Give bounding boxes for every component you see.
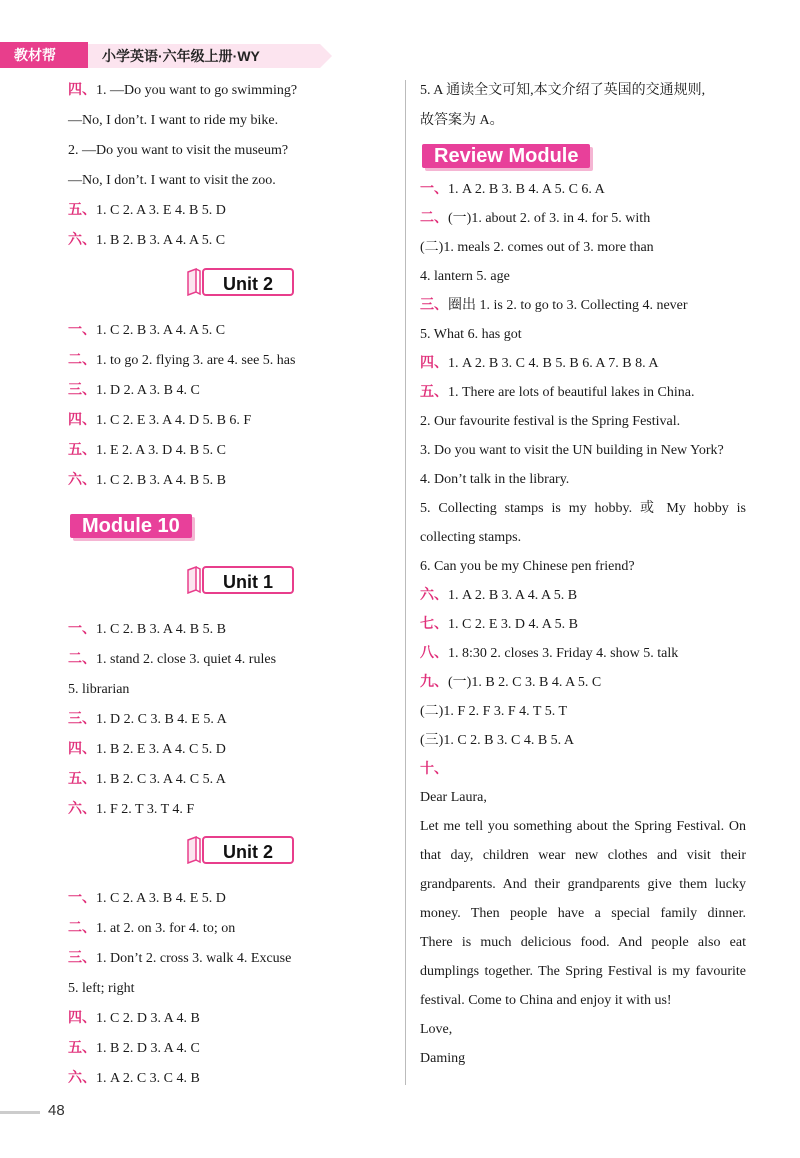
answer-line: 六、1. A 2. B 3. A 4. A 5. B bbox=[420, 587, 578, 603]
letter-line: that day, children wear new clothes and visit their bbox=[420, 848, 746, 863]
column-divider bbox=[405, 80, 406, 1085]
book-icon bbox=[186, 268, 202, 296]
answer-line: 5. What 6. has got bbox=[420, 327, 522, 342]
answer-line: 故答案为 A。 bbox=[420, 113, 504, 128]
answer-line: 二、(一)1. about 2. of 3. in 4. for 5. with bbox=[420, 210, 651, 226]
review-module-heading: Review Module bbox=[422, 144, 590, 168]
answer-line: (二)1. meals 2. comes out of 3. more than bbox=[420, 240, 654, 255]
answer-line: 四、1. B 2. E 3. A 4. C 5. D bbox=[68, 741, 226, 757]
unit-2-heading: Unit 2 bbox=[202, 268, 294, 296]
answer-line: —No, I don’t. I want to visit the zoo. bbox=[68, 173, 276, 188]
letter-line: festival. Come to China and enjoy it with us! bbox=[420, 993, 672, 1008]
unit-2-heading: Unit 2 bbox=[202, 836, 294, 864]
answer-line: 一、1. A 2. B 3. B 4. A 5. C 6. A bbox=[420, 181, 605, 197]
answer-line: 四、1. —Do you want to go swimming? bbox=[68, 82, 298, 98]
answer-line: (二)1. F 2. F 3. F 4. T 5. T bbox=[420, 704, 568, 719]
answer-line: 四、1. C 2. D 3. A 4. B bbox=[68, 1010, 200, 1026]
answer-line: —No, I don’t. I want to ride my bike. bbox=[68, 113, 279, 128]
answer-line: 五、1. C 2. A 3. E 4. B 5. D bbox=[68, 202, 226, 218]
answer-line: 四、1. C 2. E 3. A 4. D 5. B 6. F bbox=[68, 412, 252, 428]
answer-line: 五、1. E 2. A 3. D 4. B 5. C bbox=[68, 442, 226, 458]
answer-line: 3. Do you want to visit the UN building in New York? bbox=[420, 443, 724, 458]
answer-line: 5. Collecting stamps is my hobby. 或 My hobby is bbox=[420, 501, 746, 516]
book-icon bbox=[186, 566, 202, 594]
answer-line: 六、1. F 2. T 3. T 4. F bbox=[68, 801, 195, 817]
answer-line: 6. Can you be my Chinese pen friend? bbox=[420, 559, 635, 574]
letter-line: money. Then people have a special family dinner. bbox=[420, 906, 746, 921]
book-icon bbox=[186, 836, 202, 864]
letter-line: Love, bbox=[420, 1022, 453, 1037]
answer-line: 五、1. B 2. C 3. A 4. C 5. A bbox=[68, 771, 226, 787]
answer-line: collecting stamps. bbox=[420, 530, 522, 545]
answer-line: 三、1. D 2. C 3. B 4. E 5. A bbox=[68, 711, 227, 727]
letter-line: There is much delicious food. And people also eat bbox=[420, 935, 746, 950]
answer-line: 九、(一)1. B 2. C 3. B 4. A 5. C bbox=[420, 674, 602, 690]
answer-line: 五、1. There are lots of beautiful lakes in China. bbox=[420, 384, 695, 400]
answer-line: 一、1. C 2. A 3. B 4. E 5. D bbox=[68, 890, 226, 906]
answer-line: 一、1. C 2. B 3. A 4. B 5. B bbox=[68, 621, 226, 637]
answer-line: 4. Don’t talk in the library. bbox=[420, 472, 570, 487]
answer-line: 5. left; right bbox=[68, 981, 135, 996]
book-badge: 教材帮 bbox=[0, 42, 88, 68]
answer-line: 十、 bbox=[420, 761, 448, 777]
letter-line: grandparents. And their grandparents give them lucky bbox=[420, 877, 746, 892]
answer-line: 2. Our favourite festival is the Spring Festival. bbox=[420, 414, 681, 429]
unit-1-heading: Unit 1 bbox=[202, 566, 294, 594]
module-10-heading: Module 10 bbox=[70, 514, 192, 538]
letter-line: Daming bbox=[420, 1051, 466, 1066]
answer-line: 二、1. at 2. on 3. for 4. to; on bbox=[68, 920, 236, 936]
book-title: 小学英语·六年级上册·WY bbox=[88, 44, 320, 68]
answer-line: 七、1. C 2. E 3. D 4. A 5. B bbox=[420, 616, 578, 632]
answer-line: 二、1. to go 2. flying 3. are 4. see 5. has bbox=[68, 352, 296, 368]
answer-line: 六、1. C 2. B 3. A 4. B 5. B bbox=[68, 472, 226, 488]
answer-line: 五、1. B 2. D 3. A 4. C bbox=[68, 1040, 200, 1056]
answer-line: 5. A 通读全文可知,本文介绍了英国的交通规则, bbox=[420, 83, 706, 98]
answer-line: 2. —Do you want to visit the museum? bbox=[68, 143, 289, 158]
answer-line: 四、1. A 2. B 3. C 4. B 5. B 6. A 7. B 8. A bbox=[420, 355, 659, 371]
answer-line: 二、1. stand 2. close 3. quiet 4. rules bbox=[68, 651, 277, 667]
answer-line: 一、1. C 2. B 3. A 4. A 5. C bbox=[68, 322, 226, 338]
answer-line: 六、1. A 2. C 3. C 4. B bbox=[68, 1070, 200, 1086]
answer-line: 六、1. B 2. B 3. A 4. A 5. C bbox=[68, 232, 226, 248]
answer-line: 三、1. Don’t 2. cross 3. walk 4. Excuse bbox=[68, 950, 292, 966]
page-number-rule bbox=[0, 1111, 40, 1114]
answer-line: 4. lantern 5. age bbox=[420, 269, 510, 284]
letter-line: Dear Laura, bbox=[420, 790, 487, 805]
answer-line: 三、圈出 1. is 2. to go to 3. Collecting 4. never bbox=[420, 297, 688, 313]
page-number: 48 bbox=[48, 1102, 65, 1119]
letter-line: dumplings together. The Spring Festival is my favourite bbox=[420, 964, 746, 979]
answer-line: (三)1. C 2. B 3. C 4. B 5. A bbox=[420, 733, 575, 748]
letter-line: Let me tell you something about the Spring Festival. On bbox=[420, 819, 746, 834]
answer-line: 八、1. 8:30 2. closes 3. Friday 4. show 5. talk bbox=[420, 645, 679, 661]
answer-line: 三、1. D 2. A 3. B 4. C bbox=[68, 382, 200, 398]
answer-line: 5. librarian bbox=[68, 682, 130, 697]
